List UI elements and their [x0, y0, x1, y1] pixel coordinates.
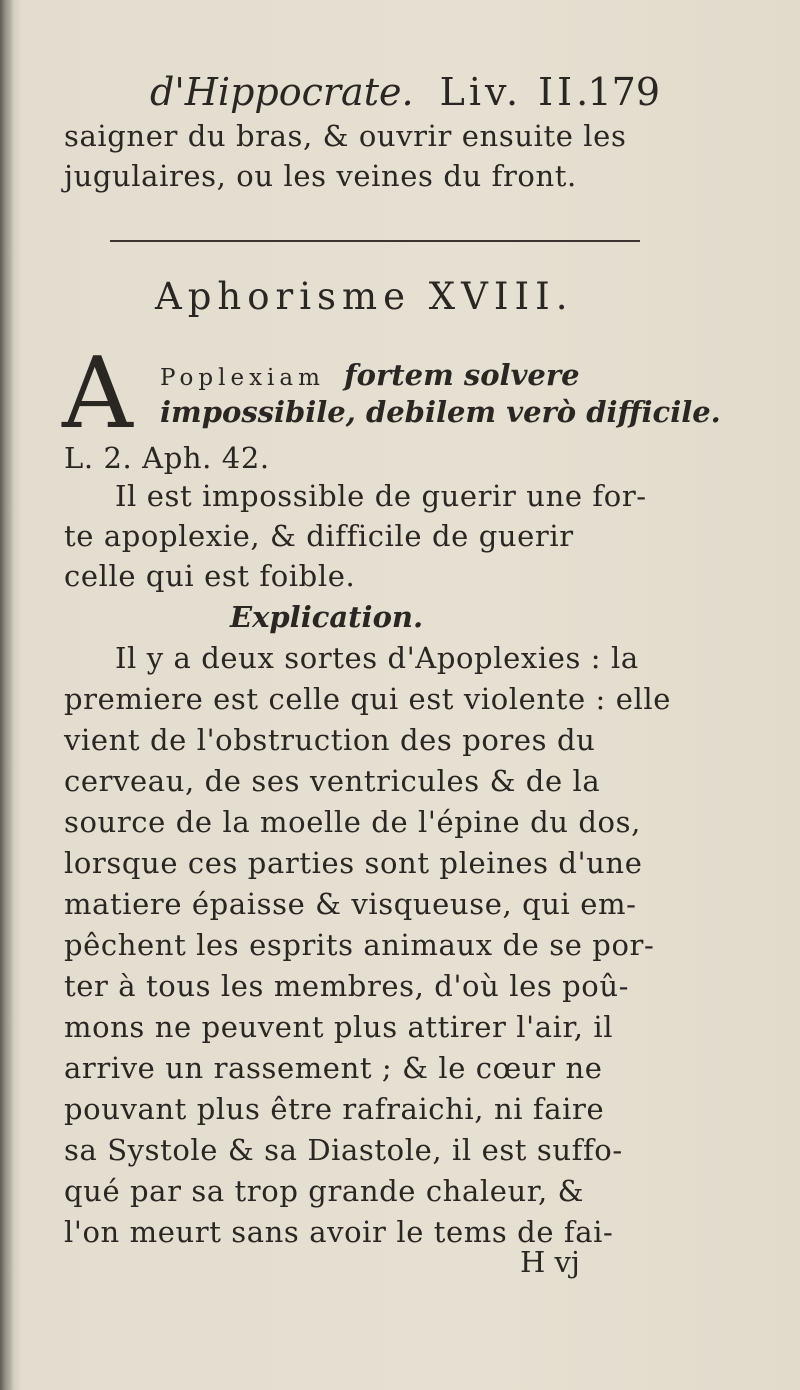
running-header	[150, 70, 660, 120]
section-rule	[110, 240, 640, 242]
header-book: Liv. II.	[439, 70, 593, 114]
explication-line: sa Systole & sa Diastole, il est suffo-	[64, 1133, 623, 1167]
aphorism-title	[155, 275, 655, 318]
header-title: d'Hippocrate.	[150, 70, 414, 114]
drop-cap: A	[62, 337, 133, 451]
latin-smallcaps: Poplexiam	[160, 365, 325, 391]
explication-line: cerveau, de ses ventricules & de la	[64, 764, 601, 798]
aphorism-reference: L. 2. Aph. 42.	[64, 441, 270, 475]
explication-line: Il y a deux sortes d'Apoplexies : la	[115, 641, 639, 675]
signature-mark: H vj	[520, 1245, 580, 1279]
explication-line: matiere épaisse & visqueuse, qui em-	[64, 887, 637, 921]
explication-heading: Explication.	[230, 600, 424, 634]
explication-line: mons ne peuvent plus attirer l'air, il	[64, 1010, 614, 1044]
intro-line: saigner du bras, & ouvrir ensuite les	[64, 119, 627, 153]
aphorism-title-word: Aphorisme	[155, 275, 412, 318]
explication-line: source de la moelle de l'épine du dos,	[64, 805, 641, 839]
explication-line: ter à tous les membres, d'où les poû-	[64, 969, 630, 1003]
latin-italic: fortem solvere	[344, 358, 580, 392]
spine-shadow	[0, 0, 14, 1390]
intro-line: jugulaires, ou les veines du front.	[64, 159, 577, 193]
aphorism-title-numeral: XVIII.	[428, 275, 574, 318]
explication-line: qué par sa trop grande chaleur, &	[64, 1174, 585, 1208]
explication-line: vient de l'obstruction des pores du	[64, 723, 596, 757]
explication-line: l'on meurt sans avoir le tems de fai-	[64, 1215, 614, 1249]
explication-line: premiere est celle qui est violente : elle	[64, 682, 671, 716]
explication-line: pêchent les esprits animaux de se por-	[64, 928, 655, 962]
french-line: celle qui est foible.	[64, 559, 356, 593]
latin-line-1	[160, 358, 660, 392]
french-line: Il est impossible de guerir une for-	[115, 479, 647, 513]
french-line: te apoplexie, & difficile de guerir	[64, 519, 574, 553]
page-number: 179	[587, 70, 660, 114]
explication-line: pouvant plus être rafraichi, ni faire	[64, 1092, 605, 1126]
explication-line: lorsque ces parties sont pleines d'une	[64, 846, 643, 880]
latin-line-2: impossibile, debilem verò difficile.	[160, 395, 721, 429]
explication-line: arrive un rassement ; & le cœur ne	[64, 1051, 603, 1085]
